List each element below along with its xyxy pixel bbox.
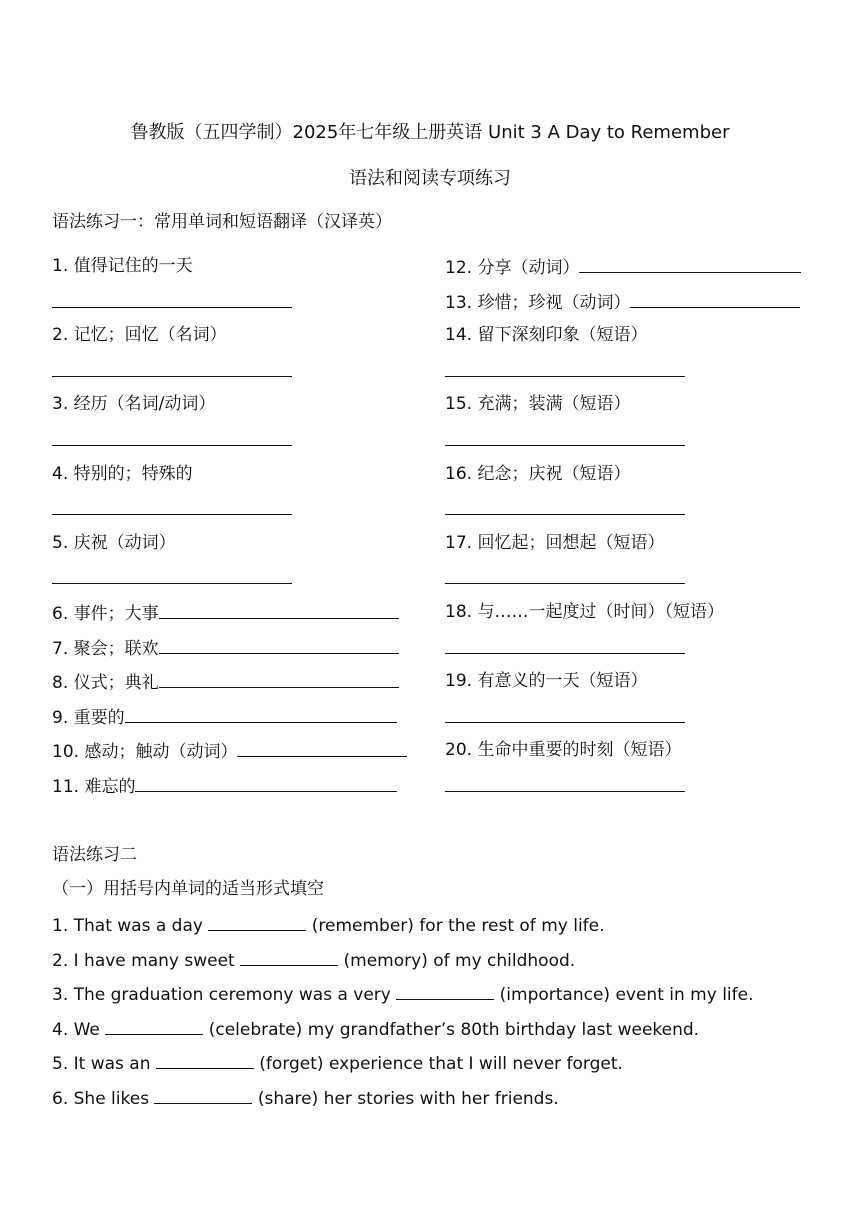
- vocab-answer-line: [52, 565, 432, 600]
- vocab-item: [52, 600, 432, 635]
- vocab-item-label: 14. 留下深刻印象（短语）: [445, 325, 648, 346]
- fill-in-item: [52, 912, 832, 947]
- vocab-answer-line: [445, 565, 845, 600]
- vocab-item: [445, 462, 845, 497]
- answer-blank[interactable]: [445, 704, 685, 723]
- vocab-item-label: 19. 有意义的一天（短语）: [445, 671, 648, 692]
- answer-blank[interactable]: [396, 981, 494, 1000]
- sentence-start: 6. She likes: [52, 1088, 155, 1109]
- vocab-item-label: 13. 珍惜；珍视（动词）: [445, 292, 631, 313]
- answer-blank[interactable]: [445, 427, 685, 446]
- fill-in-item: [52, 981, 832, 1016]
- answer-blank[interactable]: [154, 1085, 252, 1104]
- exercise2-subheading: （一）用括号内单词的适当形式填空: [52, 879, 324, 899]
- answer-blank[interactable]: [445, 773, 685, 792]
- fill-in-list: [52, 912, 832, 1120]
- sentence-end: (importance) event in my life.: [494, 985, 754, 1006]
- vocab-item: [52, 738, 432, 773]
- sentence-end: (memory) of my childhood.: [338, 950, 576, 971]
- vocab-item-label: 11. 难忘的: [52, 776, 136, 797]
- vocab-item-label: 12. 分享（动词）: [445, 258, 580, 278]
- answer-blank[interactable]: [445, 358, 685, 377]
- vocab-item: [52, 392, 432, 427]
- vocab-answer-line: [52, 358, 432, 393]
- vocab-item: [52, 531, 432, 566]
- vocab-item: [52, 704, 432, 739]
- sentence-start: 3. The graduation ceremony was a very: [52, 985, 397, 1006]
- vocab-item-label: 15. 充满；装满（短语）: [445, 394, 631, 415]
- vocab-answer-line: [445, 496, 845, 531]
- vocab-answer-line: [445, 635, 845, 670]
- vocab-item: [445, 289, 845, 324]
- sentence-start: 2. I have many sweet: [52, 950, 241, 971]
- vocab-item: [52, 669, 432, 704]
- vocab-answer-line: [52, 496, 432, 531]
- vocab-item-label: 10. 感动；触动（动词）: [52, 742, 238, 763]
- answer-blank[interactable]: [52, 358, 292, 377]
- vocab-item: [52, 635, 432, 670]
- answer-blank[interactable]: [630, 289, 800, 308]
- sentence-start: 4. We: [52, 1019, 106, 1040]
- vocab-answer-line: [52, 289, 432, 324]
- vocab-item-label: 9. 重要的: [52, 707, 125, 728]
- answer-blank[interactable]: [445, 565, 685, 584]
- vocab-item-label: 7. 聚会；联欢: [52, 638, 159, 659]
- vocab-answer-line: [445, 427, 845, 462]
- sentence-start: 5. It was an: [52, 1054, 156, 1075]
- answer-blank[interactable]: [52, 289, 292, 308]
- vocab-item-label: 6. 事件；大事: [52, 603, 159, 624]
- vocab-item: [52, 773, 432, 808]
- vocab-item: [445, 254, 845, 289]
- vocab-item-label: 20. 生命中重要的时刻（短语）: [445, 740, 682, 761]
- vocab-item: [52, 462, 432, 497]
- vocab-item-label: 17. 回忆起；回想起（短语）: [445, 532, 665, 553]
- vocab-answer-line: [52, 427, 432, 462]
- answer-blank[interactable]: [156, 1050, 254, 1069]
- vocab-item: [445, 531, 845, 566]
- answer-blank[interactable]: [52, 427, 292, 446]
- answer-blank[interactable]: [445, 496, 685, 515]
- vocab-item: [52, 323, 432, 358]
- vocab-column-right: [445, 254, 845, 808]
- vocab-item: [445, 669, 845, 704]
- vocab-item: [445, 392, 845, 427]
- answer-blank[interactable]: [159, 600, 399, 619]
- sentence-end: (celebrate) my grandfather’s 80th birthday last weekend.: [203, 1019, 700, 1040]
- vocab-item: [445, 323, 845, 358]
- vocab-item-label: 16. 纪念；庆祝（短语）: [445, 463, 631, 484]
- answer-blank[interactable]: [579, 254, 801, 273]
- vocab-answer-line: [445, 773, 845, 808]
- vocab-item: [52, 254, 432, 289]
- answer-blank[interactable]: [445, 635, 685, 654]
- exercise1-heading: 语法练习一：常用单词和短语翻译（汉译英）: [52, 212, 392, 232]
- vocab-item: [445, 738, 845, 773]
- vocab-answer-line: [445, 358, 845, 393]
- answer-blank[interactable]: [237, 738, 407, 757]
- vocab-item: [445, 600, 845, 635]
- sentence-end: (forget) experience that I will never forget.: [253, 1054, 623, 1075]
- fill-in-item: [52, 1085, 832, 1120]
- vocab-item-label: 4. 特别的；特殊的: [52, 463, 193, 484]
- vocab-answer-line: [445, 704, 845, 739]
- sentence-start: 1. That was a day: [52, 916, 209, 936]
- vocab-item-label: 5. 庆祝（动词）: [52, 532, 176, 553]
- answer-blank[interactable]: [105, 1016, 203, 1035]
- answer-blank[interactable]: [159, 669, 399, 688]
- fill-in-item: [52, 1016, 832, 1051]
- exercise2-heading: 语法练习二: [52, 845, 137, 865]
- worksheet-subtitle: 语法和阅读专项练习: [349, 168, 511, 189]
- answer-blank[interactable]: [208, 912, 306, 931]
- vocab-item-label: 1. 值得记住的一天: [52, 256, 193, 276]
- vocab-item-label: 8. 仪式；典礼: [52, 673, 159, 694]
- worksheet-title: 鲁教版（五四学制）2025年七年级上册英语 Unit 3 A Day to Remember: [130, 122, 730, 143]
- answer-blank[interactable]: [125, 704, 397, 723]
- answer-blank[interactable]: [135, 773, 397, 792]
- fill-in-item: [52, 1050, 832, 1085]
- vocab-item-label: 2. 记忆；回忆（名词）: [52, 325, 227, 346]
- sentence-end: (remember) for the rest of my life.: [306, 916, 605, 936]
- vocab-item-label: 18. 与……一起度过（时间）（短语）: [445, 601, 724, 622]
- answer-blank[interactable]: [159, 635, 399, 654]
- vocab-column-left: [52, 254, 432, 808]
- answer-blank[interactable]: [52, 496, 292, 515]
- fill-in-item: [52, 947, 832, 982]
- answer-blank[interactable]: [52, 565, 292, 584]
- vocab-item-label: 3. 经历（名词/动词）: [52, 394, 216, 415]
- sentence-end: (share) her stories with her friends.: [252, 1088, 559, 1109]
- answer-blank[interactable]: [240, 947, 338, 966]
